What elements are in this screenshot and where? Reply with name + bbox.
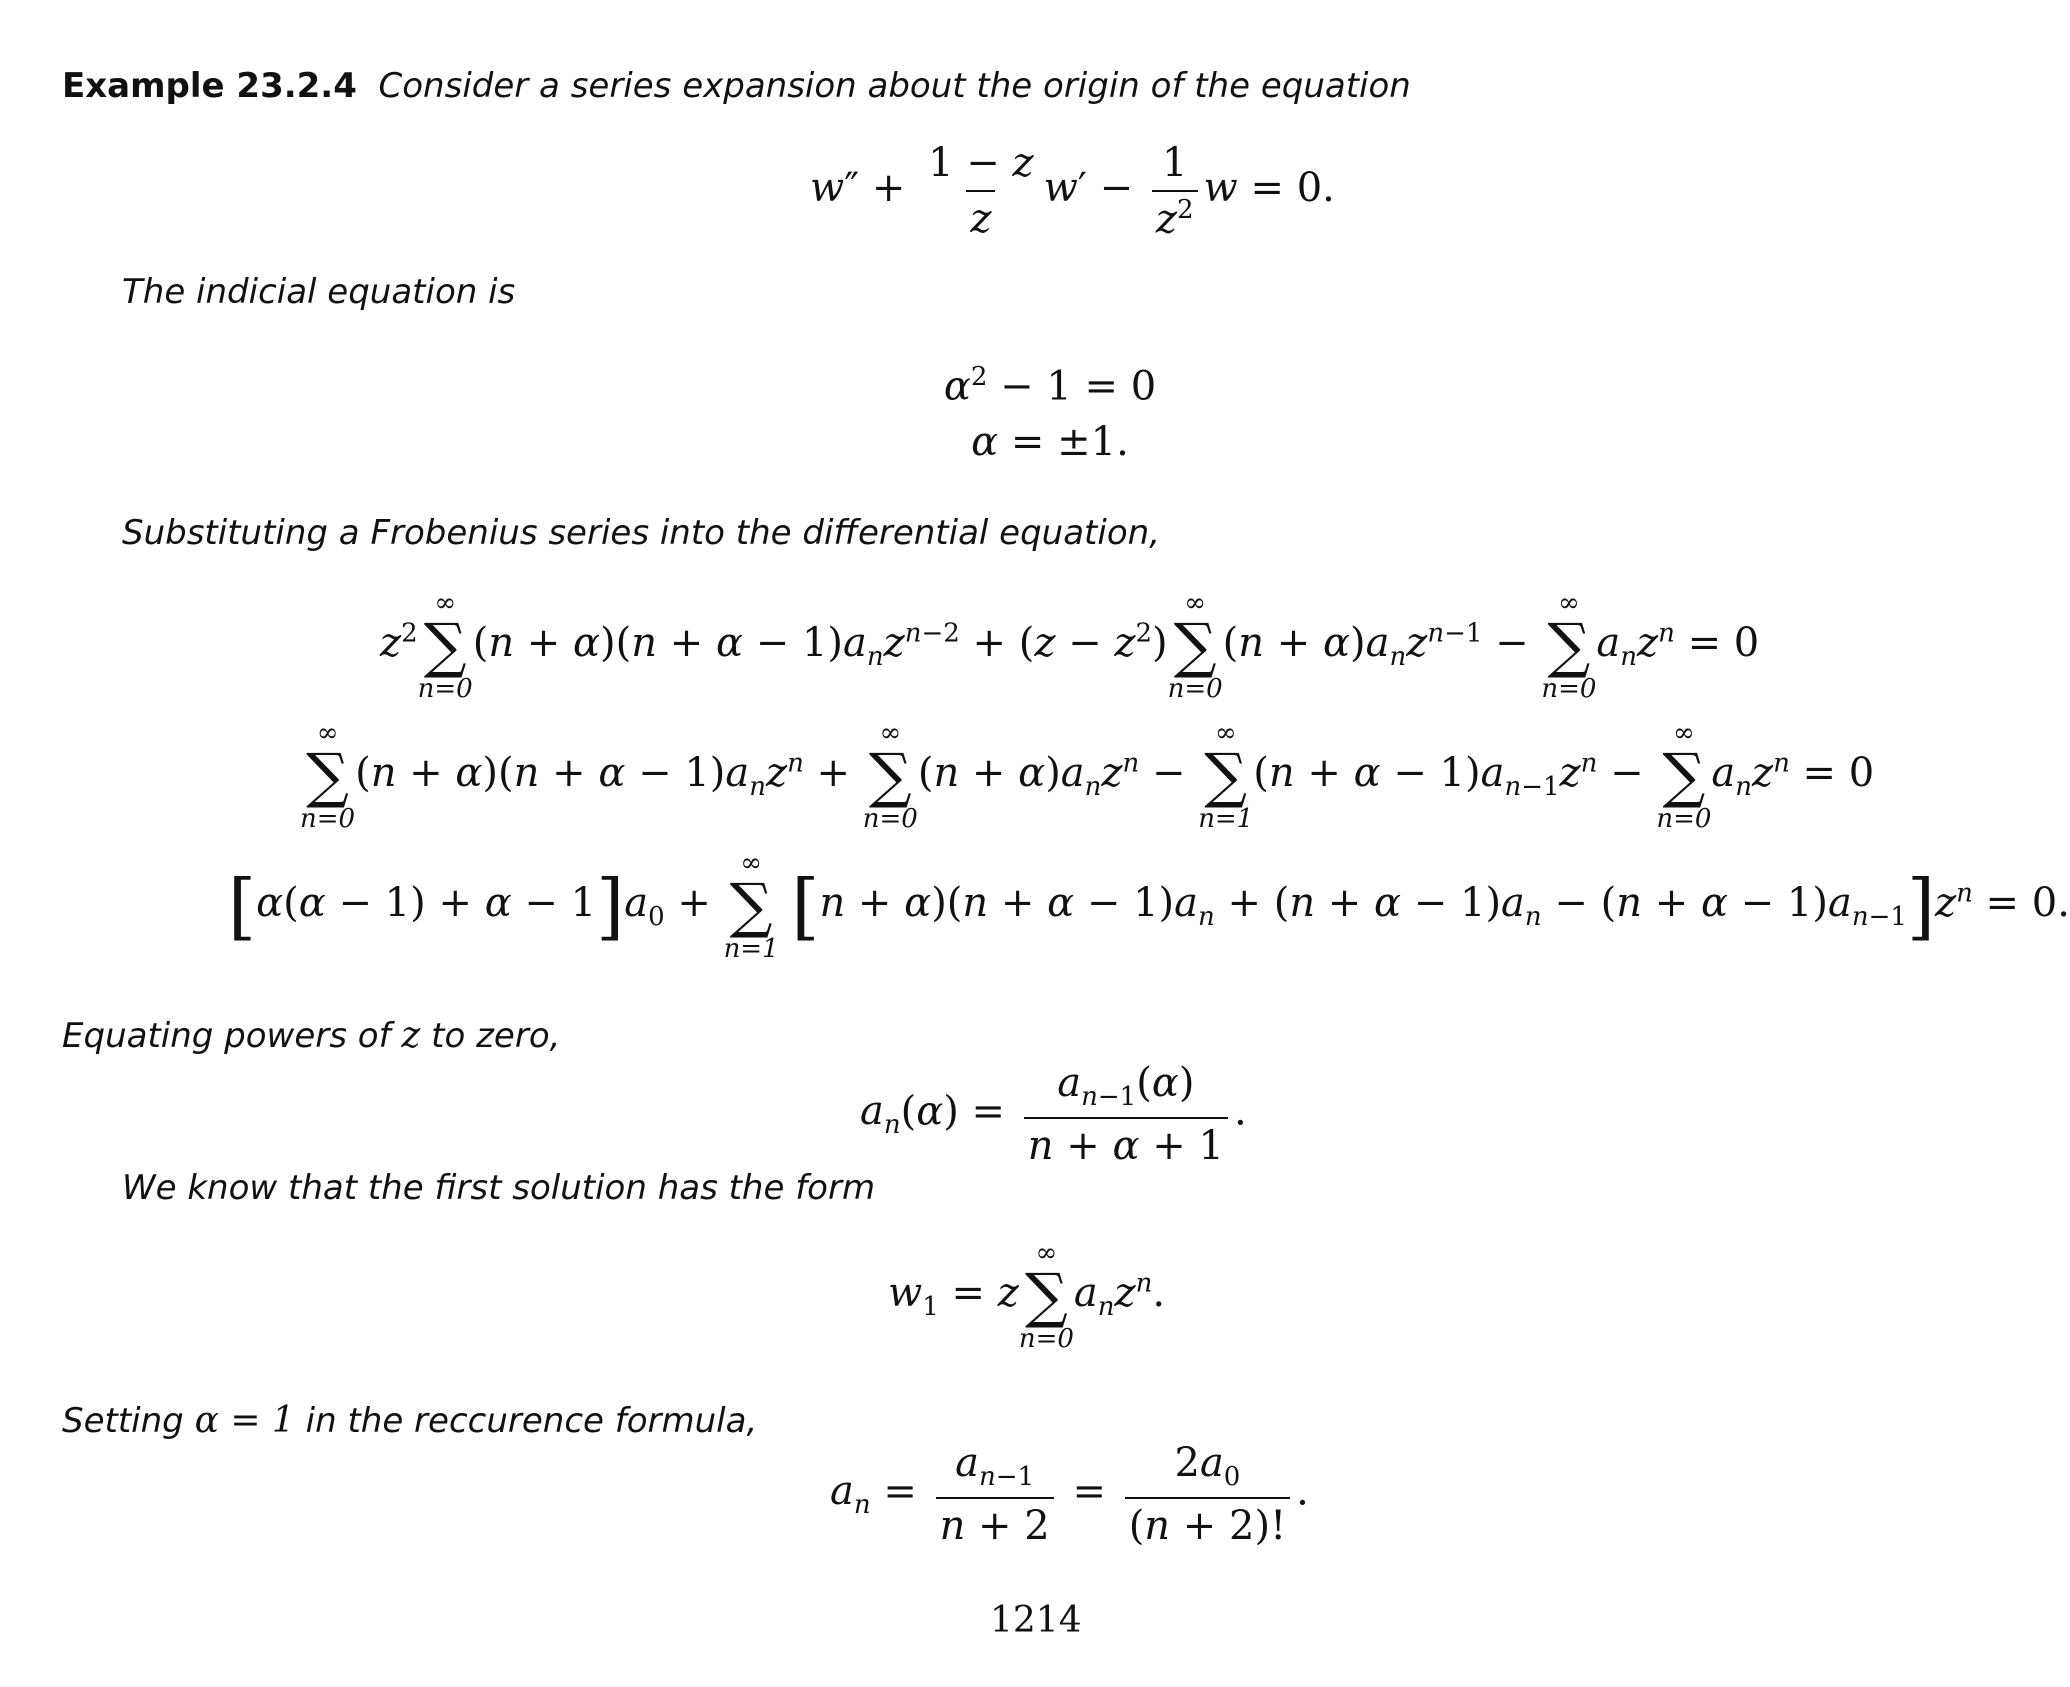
indicial-text: The indicial equation is (122, 272, 516, 312)
equation-series-2: ∞ ∑ n=0 $(n + \alpha)(n + \alpha - 1)a_nz^n$ + ∞ ∑ n=0 $(n + \alpha)a_nz^n$ − ∞ ∑ n=1 $(n + \alpha - 1)a_{n-1}z^n$ − ∞ ∑ n=0 $a_nz^n = 0$ (300, 718, 1875, 834)
equating-pre: Equating powers of (62, 1016, 391, 1056)
first-solution-text: We know that the first solution has the form (122, 1168, 876, 1208)
equation-final: $a_n$ = $\frac{a_{n-1}}{n + 2}$ = $\frac{2a_0}{(n + 2)!}$ . (830, 1440, 1309, 1549)
equation-indicial: $\alpha^2 - 1 = 0$ α = ±1. (943, 362, 1157, 466)
equating-text (62, 1015, 560, 1056)
page-number: 1214 (990, 1600, 1082, 1641)
equating-var: z (401, 1015, 421, 1056)
equation-recurrence: $a_n(\alpha)$ = $\frac{a_{n-1}(\alpha)}{n + \alpha + 1}$ . (860, 1060, 1247, 1169)
example-heading (62, 66, 1411, 106)
equation-series-3: $[\alpha(\alpha - 1) + \alpha - 1]a_0$ + ∞ ∑ n=1 $[n + \alpha)(n + \alpha - 1)a_n + (n + \alpha - 1)a_n - (n + \alpha - 1)a_{n-1}]z^n = 0$. (228, 848, 2070, 964)
equation-ode: w″ + $\frac{1 - z}{z}$ w′ − $\frac{1}{z^2}$ w = 0. (810, 140, 1335, 243)
setting-pre: Setting (62, 1401, 184, 1441)
substituting-text: Substituting a Frobenius series into the differential equation, (122, 513, 1160, 553)
example-intro: Consider a series expansion about the origin of the equation (378, 66, 1411, 106)
setting-eq: α = 1 (194, 1400, 295, 1441)
setting-text (62, 1400, 757, 1441)
example-label: Example 23.2.4 (62, 66, 357, 106)
equation-first-solution: $w_1 = z$ ∞ ∑ n=0 $a_nz^n$. (888, 1238, 1166, 1354)
equation-series-1: $z^2$ ∞ ∑ n=0 $(n + \alpha)(n + \alpha - 1)a_nz^{n-2} + (z - z^2)$ ∞ ∑ n=0 $(n + \alpha)a_nz^{n-1}$ − ∞ ∑ n=0 $a_nz^n = 0$ (380, 588, 1760, 704)
equating-post: to zero, (431, 1016, 561, 1056)
setting-post: in the reccurence formula, (305, 1401, 758, 1441)
